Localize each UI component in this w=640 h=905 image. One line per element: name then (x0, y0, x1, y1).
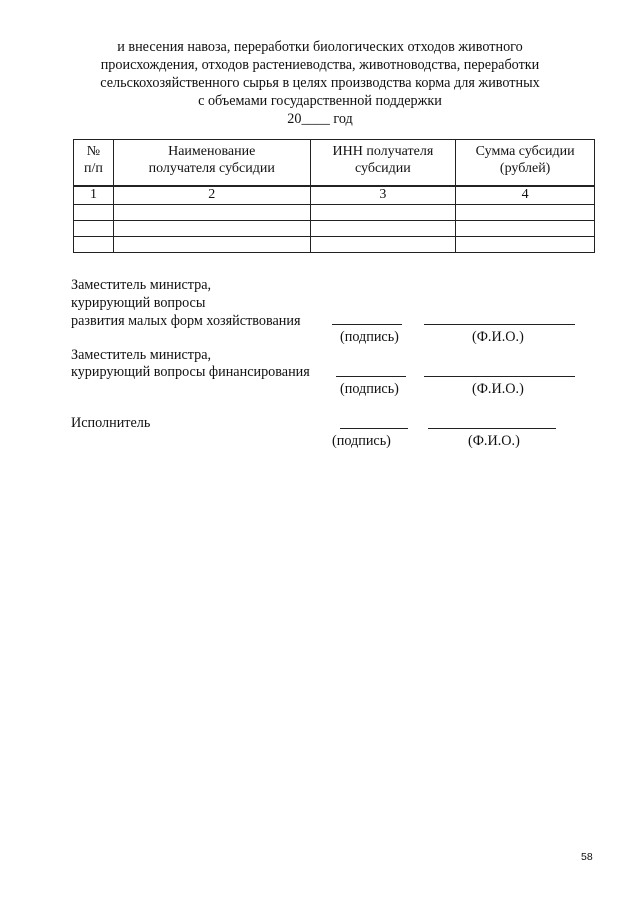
document-header (60, 38, 580, 128)
table-row (74, 236, 595, 252)
signature-block-2-title: Заместитель министра, (71, 347, 212, 363)
table-cell (113, 220, 310, 236)
table-cell: 1 (74, 186, 114, 205)
header-line-1: и внесения навоза, переработки биологических отходов животного (117, 39, 523, 55)
signature-block-1-sign-caption: (подпись) (340, 329, 399, 345)
column-header-subsidy-amount: Сумма субсидии (рублей) (456, 140, 595, 186)
table-cell: 4 (456, 186, 595, 205)
header-line-2: происхождения, отходов растениеводства, животноводства, переработки (100, 57, 540, 73)
header-line-4: с объемами государственной поддержки (198, 93, 442, 109)
signature-block-3-name-line (428, 428, 556, 429)
signature-block-1-sign-line (332, 324, 402, 325)
table-header-row (74, 140, 595, 186)
signature-block-1-name-caption: (Ф.И.О.) (472, 329, 524, 345)
column-header-inn: ИНН получателя субсидии (310, 140, 456, 186)
signature-block-1-subtitle: курирующий вопросы (71, 295, 206, 311)
table-cell (456, 204, 595, 220)
table-cell (74, 236, 114, 252)
table-cell (74, 220, 114, 236)
table-cell (310, 220, 456, 236)
signature-block-2-name-line (424, 376, 575, 377)
table-cell (310, 204, 456, 220)
header-year-line: 20____ год (287, 111, 353, 127)
page-number: 58 (581, 851, 593, 863)
table-cell: 2 (113, 186, 310, 205)
signature-block-1-role: развития малых форм хозяйствования (71, 313, 301, 329)
signature-block-3-sign-line (340, 428, 408, 429)
signature-block-2-name-caption: (Ф.И.О.) (472, 381, 524, 397)
table-cell: 3 (310, 186, 456, 205)
table-cell (113, 236, 310, 252)
table-row (74, 220, 595, 236)
column-header-recipient-name: Наименование получателя субсидии (113, 140, 310, 186)
table-row (74, 204, 595, 220)
signature-block-1-title: Заместитель министра, (71, 277, 212, 293)
table-cell (74, 204, 114, 220)
signature-block-1-name-line (424, 324, 575, 325)
column-header-number: № п/п (74, 140, 114, 186)
table-cell (310, 236, 456, 252)
signature-block-2-sign-line (336, 376, 406, 377)
table-cell (113, 204, 310, 220)
signature-block-2-sign-caption: (подпись) (340, 381, 399, 397)
subsidy-table (73, 139, 595, 253)
signature-block-3-role: Исполнитель (71, 415, 151, 431)
signature-block-3-name-caption: (Ф.И.О.) (468, 433, 520, 449)
signature-block-2-role: курирующий вопросы финансирования (71, 364, 310, 380)
table-cell (456, 236, 595, 252)
header-line-3: сельскохозяйственного сырья в целях производства корма для животных (100, 75, 540, 91)
table-index-row (74, 186, 595, 205)
signature-block-3-sign-caption: (подпись) (332, 433, 391, 449)
table-cell (456, 220, 595, 236)
